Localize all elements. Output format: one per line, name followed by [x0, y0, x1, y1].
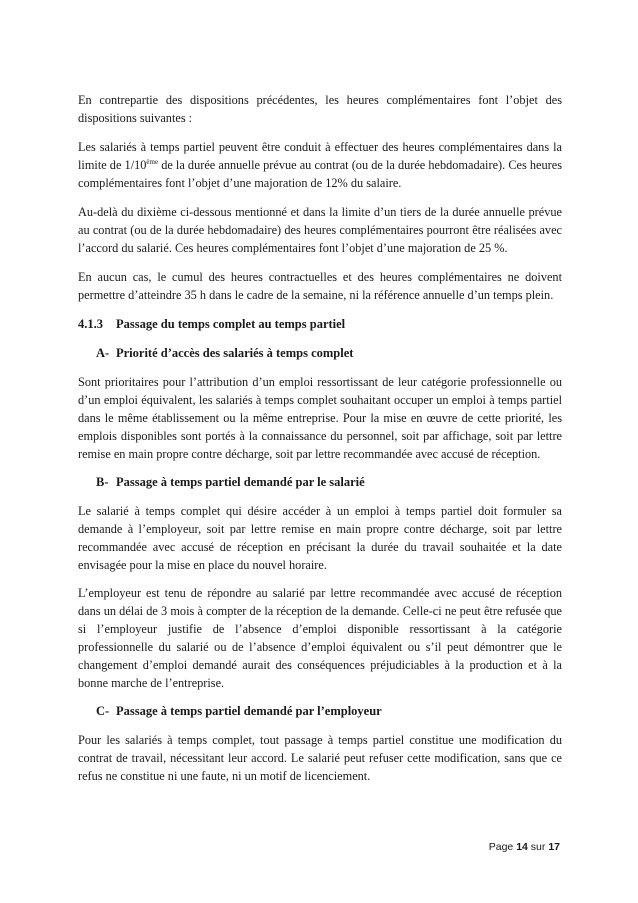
page-label: Page [488, 841, 514, 853]
section-heading [78, 315, 562, 333]
paragraph-limit-35h: En aucun cas, le cumul des heures contractuelles et des heures complémentaires ne doivent permettre d’atteindre 35 h dans le cadre de la semaine, ni la référence annuelle d’un temps plein. [78, 270, 562, 302]
subsection-letter: B- [96, 475, 109, 489]
paragraph-text: Les salariés à temps partiel peuvent être conduit à effectuer des heures complémentaires dans la limite de 1/10 [78, 140, 562, 172]
paragraph-employer-response: L’employeur est tenu de répondre au salarié par lettre recommandée avec accusé de réception dans un délai de 3 mois à compter de la réception de la demande. Celle-ci ne peut être refusée que si l’employeur justifie de l’absence d’emploi disponible ressortissant à la catégorie professionnelle du salarié ou de l’absence d’emploi équivalent ou s’il peut démontrer que le changement d’emploi demandé aurait des conséquences préjudiciables à la production et à la bonne marche de l’entreprise. [78, 586, 562, 690]
section-title: Passage du temps complet au temps partiel [116, 317, 346, 331]
subsection-title: Passage à temps partiel demandé par l’employeur [116, 704, 382, 718]
of-label: sur [530, 841, 546, 853]
subsection-title: Passage à temps partiel demandé par le salarié [116, 475, 365, 489]
section-number: 4.1.3 [78, 317, 103, 331]
superscript-eme: ème [146, 158, 159, 166]
paragraph-complementary-hours [78, 138, 562, 192]
subsection-heading-a [96, 344, 562, 362]
paragraph-intro: En contrepartie des dispositions précédentes, les heures complémentaires font l’objet des dispositions suivantes : [78, 93, 562, 125]
subsection-letter: C- [96, 704, 110, 718]
page-footer [489, 841, 560, 853]
paragraph-employee-request: Le salarié à temps complet qui désire accéder à un emploi à temps partiel doit formuler sa demande à l’employeur, soit par lettre remise en main propre contre décharge, soit par lettre recommandée avec accusé de réception en précisant la durée du travail souhaitée et la date envisagée pour la mise en place du nouvel horaire. [78, 504, 562, 572]
subsection-heading-b [96, 473, 562, 491]
paragraph-employer-request: Pour les salariés à temps complet, tout passage à temps partiel constitue une modification du contrat de travail, nécessitant leur accord. Le salarié peut refuser cette modification, sans que ce refus ne constitue ni une faute, ni un motif de licenciement. [78, 733, 562, 783]
subsection-title: Priorité d’accès des salariés à temps complet [116, 346, 354, 360]
subsection-heading-c [96, 702, 562, 720]
total-pages: 17 [548, 841, 560, 853]
paragraph-beyond-tenth: Au-delà du dixième ci-dessous mentionné et dans la limite d’un tiers de la durée annuelle prévue au contrat (ou de la durée hebdomadaire) des heures complémentaires pourront être réalisées avec l’accord du salarié. Ces heures complémentaires font l’objet d’une majoration de 25 %. [78, 205, 562, 255]
paragraph-priority: Sont prioritaires pour l’attribution d’un emploi ressortissant de leur catégorie professionnelle ou d’un emploi équivalent, les salariés à temps complet souhaitant occuper un emploi à temps partiel dans le même établissement ou la même entreprise. Pour la mise en œuvre de cette priorité, les emplois disponibles sont portés à la connaissance du personnel, soit par affichage, soit par lettre remise en main propre contre décharge, soit par lettre recommandée avec accusé de réception. [78, 375, 562, 461]
subsection-letter: A- [96, 346, 110, 360]
paragraph-text: de la durée annuelle prévue au contrat (ou de la durée hebdomadaire). Ces heures complémentaires font l’objet d’une majoration de 12% du salaire. [78, 158, 562, 190]
page-number: 14 [516, 841, 528, 853]
page-content [78, 91, 562, 795]
